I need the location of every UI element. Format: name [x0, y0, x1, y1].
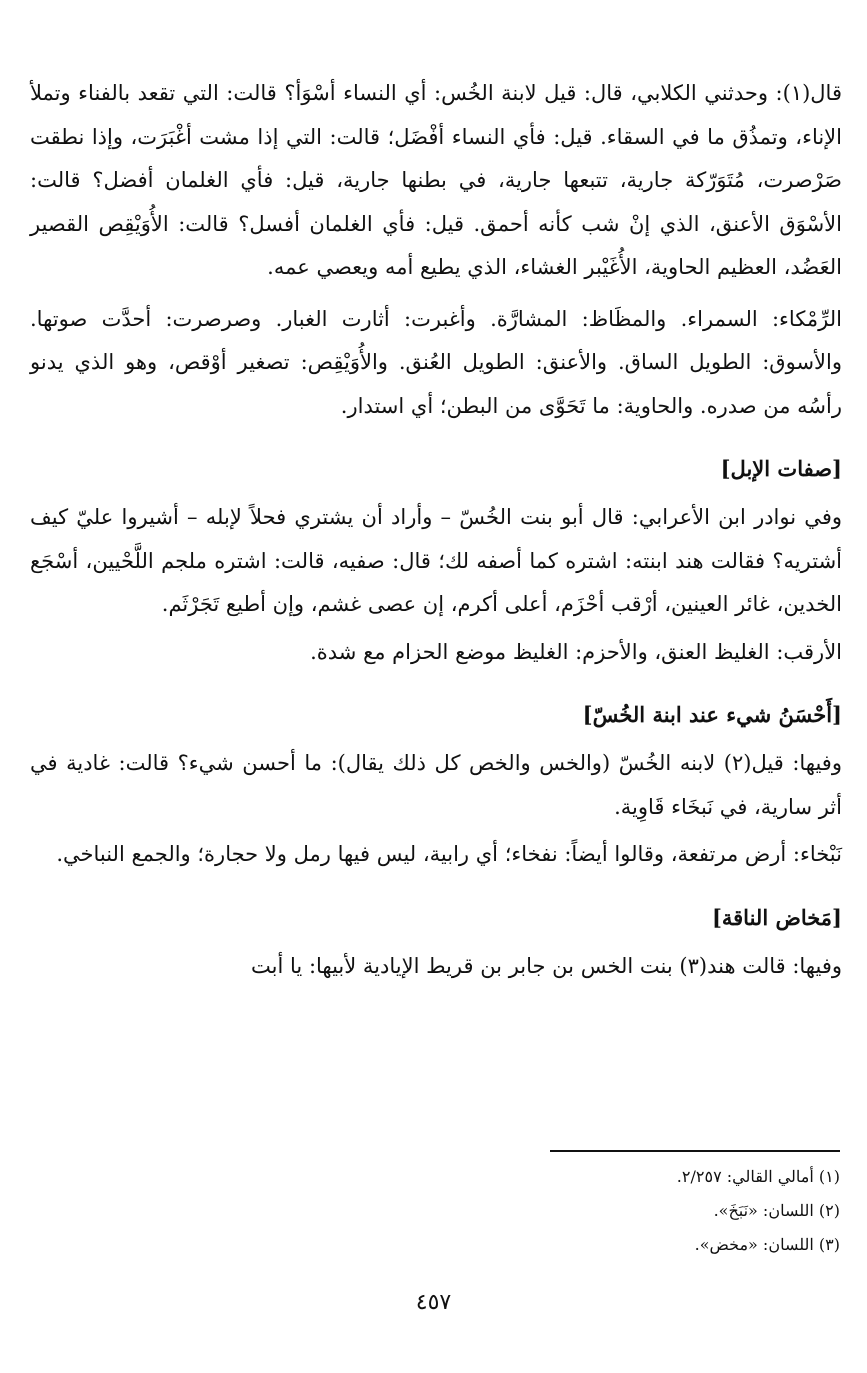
paragraph-4-glossary: الأرقب: الغليظ العنق، والأحزم: الغليظ موضع الحزام مع شدة. [310, 639, 842, 664]
paragraph-1: قال(١): وحدثني الكلابي، قال: قيل لابنة الخُس: أي النساء أسْوَأ؟ قالت: التي تقعد بالفناء وتملأ الإناء، وتمذُق ما في السقاء. قيل: فأي النساء أفْضَل؛ قالت: التي إذا مشت أغْبَرَت، وإذا نطقت صَرْصرت، مُتَوَرّكة جارية، تتبعها جارية، في بطنها جارية، قيل: فأي الغلمان أفضل؟ قالت: الأسْوَق الأعنق، الذي إنْ شب كأنه أحمق. قيل: فأي الغلمان أفسل؟ قالت: الأُوَيْقِص القصير العَضُد، العظيم الحاوية، الأُغَيْبر الغشاء، الذي يطيع أمه ويعصي عمه. [30, 81, 842, 279]
footnote-divider [550, 1150, 840, 1152]
section-heading-best-thing: [أَحْسَنُ شيء عند ابنة الخُسّ] [582, 702, 842, 727]
footnote-1: (١) أمالي القالي: ٢/٢٥٧. [676, 1167, 840, 1186]
section-heading-camel-traits: [صفات الإبل] [720, 456, 842, 481]
paragraph-6-glossary: نَبْخاء: أرض مرتفعة، وقالوا أيضاً: نفخاء؛ أي رابية، ليس فيها رمل ولا حجارة؛ والجمع النباخي. [56, 842, 842, 866]
paragraph-3: وفي نوادر ابن الأعرابي: قال أبو بنت الخُسّ – وأراد أن يشتري فحلاً لإبله – أشيروا عليّ كيف أشتريه؟ فقالت هند ابنته: اشتره كما أصفه لك؛ قال: صفيه، قالت: اشتره ملجم اللَّحْيين، أسْجَع الخدين، غائر العينين، أرْقب أحْزَم، أعلى أكرم، إن عصى غشم، وإن أطيع تَجَرْثَم. [30, 505, 842, 616]
page-number: ٤٥٧ [415, 1290, 452, 1315]
section-heading-camel-labor: [مَخاض الناقة] [711, 904, 842, 930]
footnote-3: (٣) اللسان: «مخض». [694, 1235, 840, 1254]
paragraph-7: وفيها: قالت هند(٣) بنت الخس بن جابر بن قريط الإيادية لأبيها: يا أبت [251, 953, 842, 978]
footnotes [28, 1150, 840, 1262]
paragraph-2-glossary: الرِّمْكاء: السمراء. والمظَاظ: المشارَّة. وأغبرت: أثارت الغبار. وصرصرت: أحدَّت صوتها. والأسوق: الطويل الساق. والأعنق: الطويل العُنق. والأُوَيْقِص: تصغير أوْقص، وهو الذي يدنو رأسُه من صدره. والحاوية: ما تَحَوَّى من البطن؛ أي استدار. [30, 306, 842, 418]
footnote-2: (٢) اللسان: «نَبَخَ». [713, 1201, 840, 1220]
page-body [30, 72, 842, 988]
paragraph-5: وفيها: قيل(٢) لابنه الخُسّ (والخس والخص كل ذلك يقال): ما أحسن شيء؟ قالت: غادية في أثر سارية، في نَبخَاء قَاوِية. [30, 751, 842, 819]
